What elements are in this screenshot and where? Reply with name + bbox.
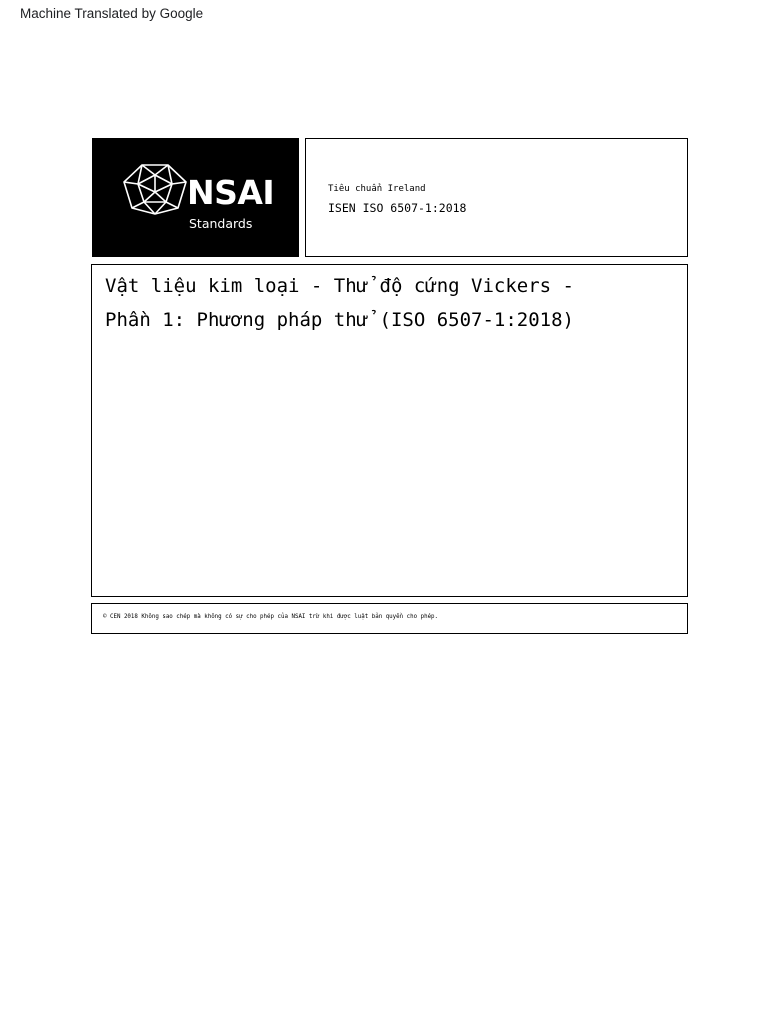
machine-translated-banner: Machine Translated by Google xyxy=(20,6,204,21)
standard-info-box xyxy=(305,138,688,257)
document-title-line-2: Phần 1: Phương pháp thử (ISO 6507-1:2018) xyxy=(105,309,574,331)
polyhedron-icon xyxy=(120,162,190,216)
copyright-box xyxy=(91,603,688,634)
copyright-notice: © CEN 2018 Không sao chép mà không có sự cho phép của NSAI trừ khi được luật bản quyền cho phép. xyxy=(103,614,439,620)
logo-name: NSAI xyxy=(187,173,275,212)
nsai-logo xyxy=(92,138,299,257)
logo-subtitle: Standards xyxy=(189,216,253,231)
document-title-line-1: Vật liệu kim loại - Thử độ cứng Vickers - xyxy=(105,275,574,297)
document-title-box xyxy=(91,264,688,597)
standard-label: Tiêu chuẩn Ireland xyxy=(328,184,426,194)
standard-code: ISEN ISO 6507-1:2018 xyxy=(328,201,467,215)
